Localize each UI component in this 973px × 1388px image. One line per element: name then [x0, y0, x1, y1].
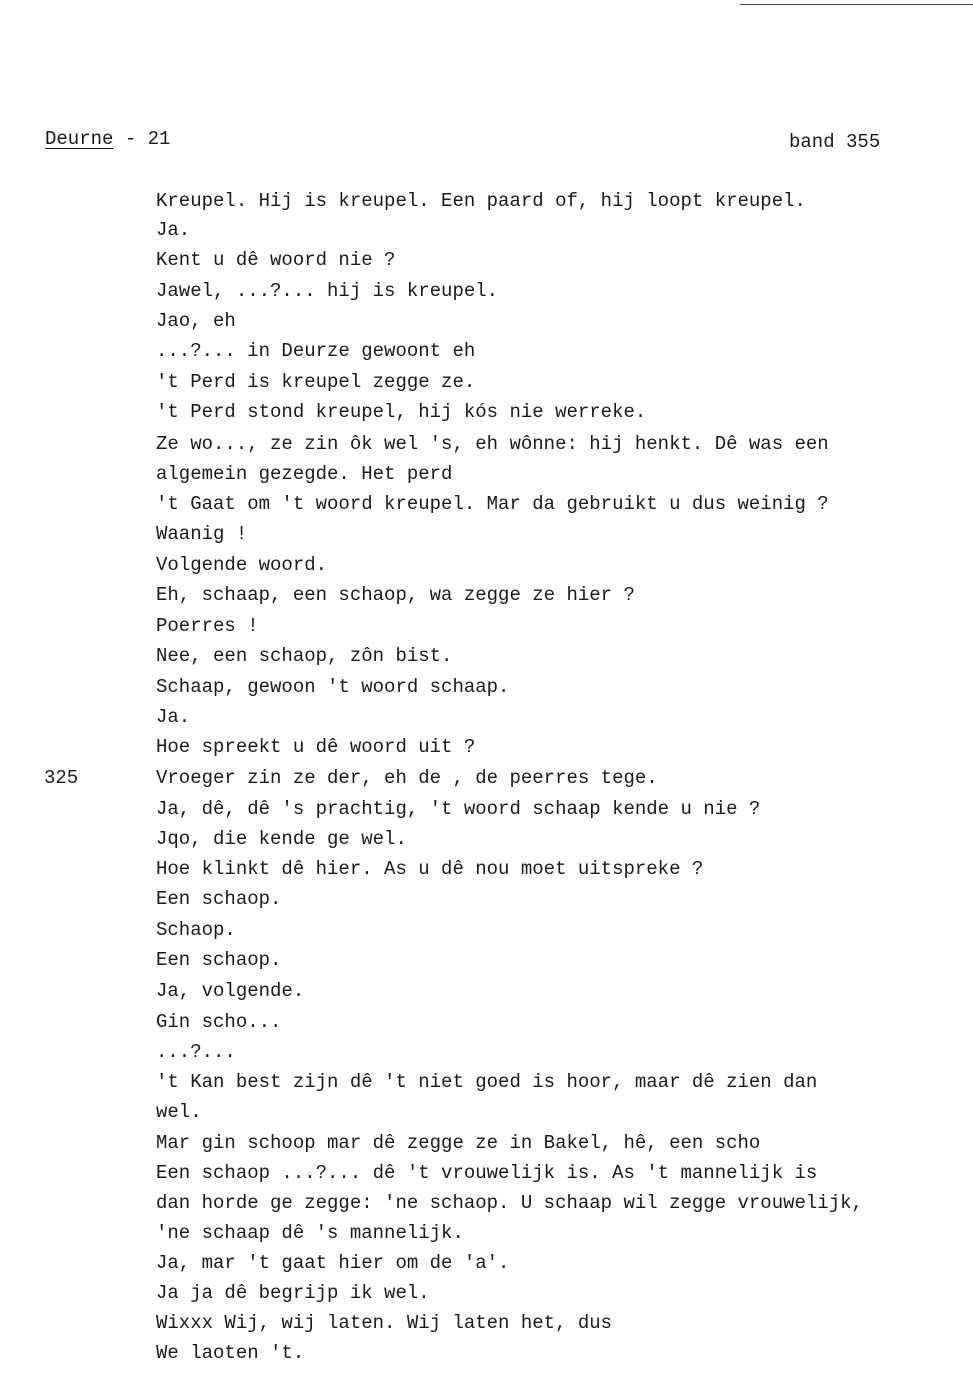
- utterance-continuation: wel.: [156, 1101, 202, 1123]
- utterance-continuation: algemein gezegde. Het perd: [156, 463, 453, 485]
- utterance-text: 't Perd stond kreupel, hij kós nie werreke.: [156, 401, 647, 423]
- utterance-text: 't Perd is kreupel zegge ze.: [156, 371, 476, 393]
- utterance-text: Ja ja dê begrijp ik wel.: [156, 1282, 430, 1304]
- utterance-text: 't Kan best zijn dê 't niet goed is hoor, maar dê zien dan: [156, 1071, 818, 1093]
- top-rule: [740, 4, 973, 5]
- utterance-text: Ja, dê, dê 's prachtig, 't woord schaap kende u nie ?: [156, 798, 761, 820]
- utterance-text: Ze wo..., ze zin ôk wel 's, eh wônne: hij henkt. Dê was een: [156, 433, 829, 455]
- utterance-text: 't Gaat om 't woord kreupel. Mar da gebruikt u dus weinig ?: [156, 493, 829, 515]
- utterance-text: Waanig !: [156, 523, 248, 545]
- utterance-text: Jawel, ...?... hij is kreupel.: [156, 280, 499, 302]
- utterance-text: Een schaop ...?... dê 't vrouwelijk is. As 't mannelijk is: [156, 1162, 818, 1184]
- utterance-text: Ja.: [156, 219, 191, 241]
- utterance-text: Ja, volgende.: [156, 980, 305, 1002]
- utterance-text: Hoe spreekt u dê woord uit ?: [156, 736, 476, 758]
- utterance-text: Poerres !: [156, 615, 259, 637]
- page-number: - 21: [113, 128, 171, 150]
- page-header-place: [45, 128, 170, 150]
- utterance-text: Hoe klinkt dê hier. As u dê nou moet uitspreke ?: [156, 858, 704, 880]
- utterance-text: Ja.: [156, 706, 191, 728]
- utterance-text: Kent u dê woord nie ?: [156, 249, 396, 271]
- utterance-text: We laoten 't.: [156, 1342, 305, 1364]
- band-label: band 355: [789, 131, 881, 153]
- utterance-text: Een schaop.: [156, 949, 282, 971]
- utterance-text: Ja, mar 't gaat hier om de 'a'.: [156, 1252, 510, 1274]
- utterance-text: Jqo, die kende ge wel.: [156, 828, 407, 850]
- utterance-text: Schaap, gewoon 't woord schaap.: [156, 676, 510, 698]
- utterance-text: Vroeger zin ze der, eh de , de peerres tege.: [156, 767, 658, 789]
- utterance-text: Een schaop.: [156, 888, 282, 910]
- utterance-text: Jao, eh: [156, 310, 236, 332]
- place-name: Deurne: [45, 128, 114, 150]
- utterance-continuation: dan horde ge zegge: 'ne schaop. U schaap wil zegge vrouwelijk,: [156, 1192, 863, 1214]
- utterance-text: Gin scho...: [156, 1011, 282, 1033]
- utterance-text: Nee, een schaop, zôn bist.: [156, 645, 453, 667]
- margin-line-number: 325: [44, 767, 79, 789]
- utterance-text: ...?... in Deurze gewoont eh: [156, 340, 476, 362]
- utterance-text: Eh, schaap, een schaop, wa zegge ze hier ?: [156, 584, 635, 606]
- utterance-text: Volgende woord.: [156, 554, 328, 576]
- utterance-text: Wixxx Wij, wij laten. Wij laten het, dus: [156, 1312, 613, 1334]
- utterance-text: Schaop.: [156, 919, 236, 941]
- utterance-text: Mar gin schoop mar dê zegge ze in Bakel, hê, een scho: [156, 1132, 761, 1154]
- utterance-continuation: 'ne schaap dê 's mannelijk.: [156, 1222, 464, 1244]
- utterance-text: Kreupel. Hij is kreupel. Een paard of, hij loopt kreupel.: [156, 190, 806, 212]
- utterance-text: ...?...: [156, 1041, 236, 1063]
